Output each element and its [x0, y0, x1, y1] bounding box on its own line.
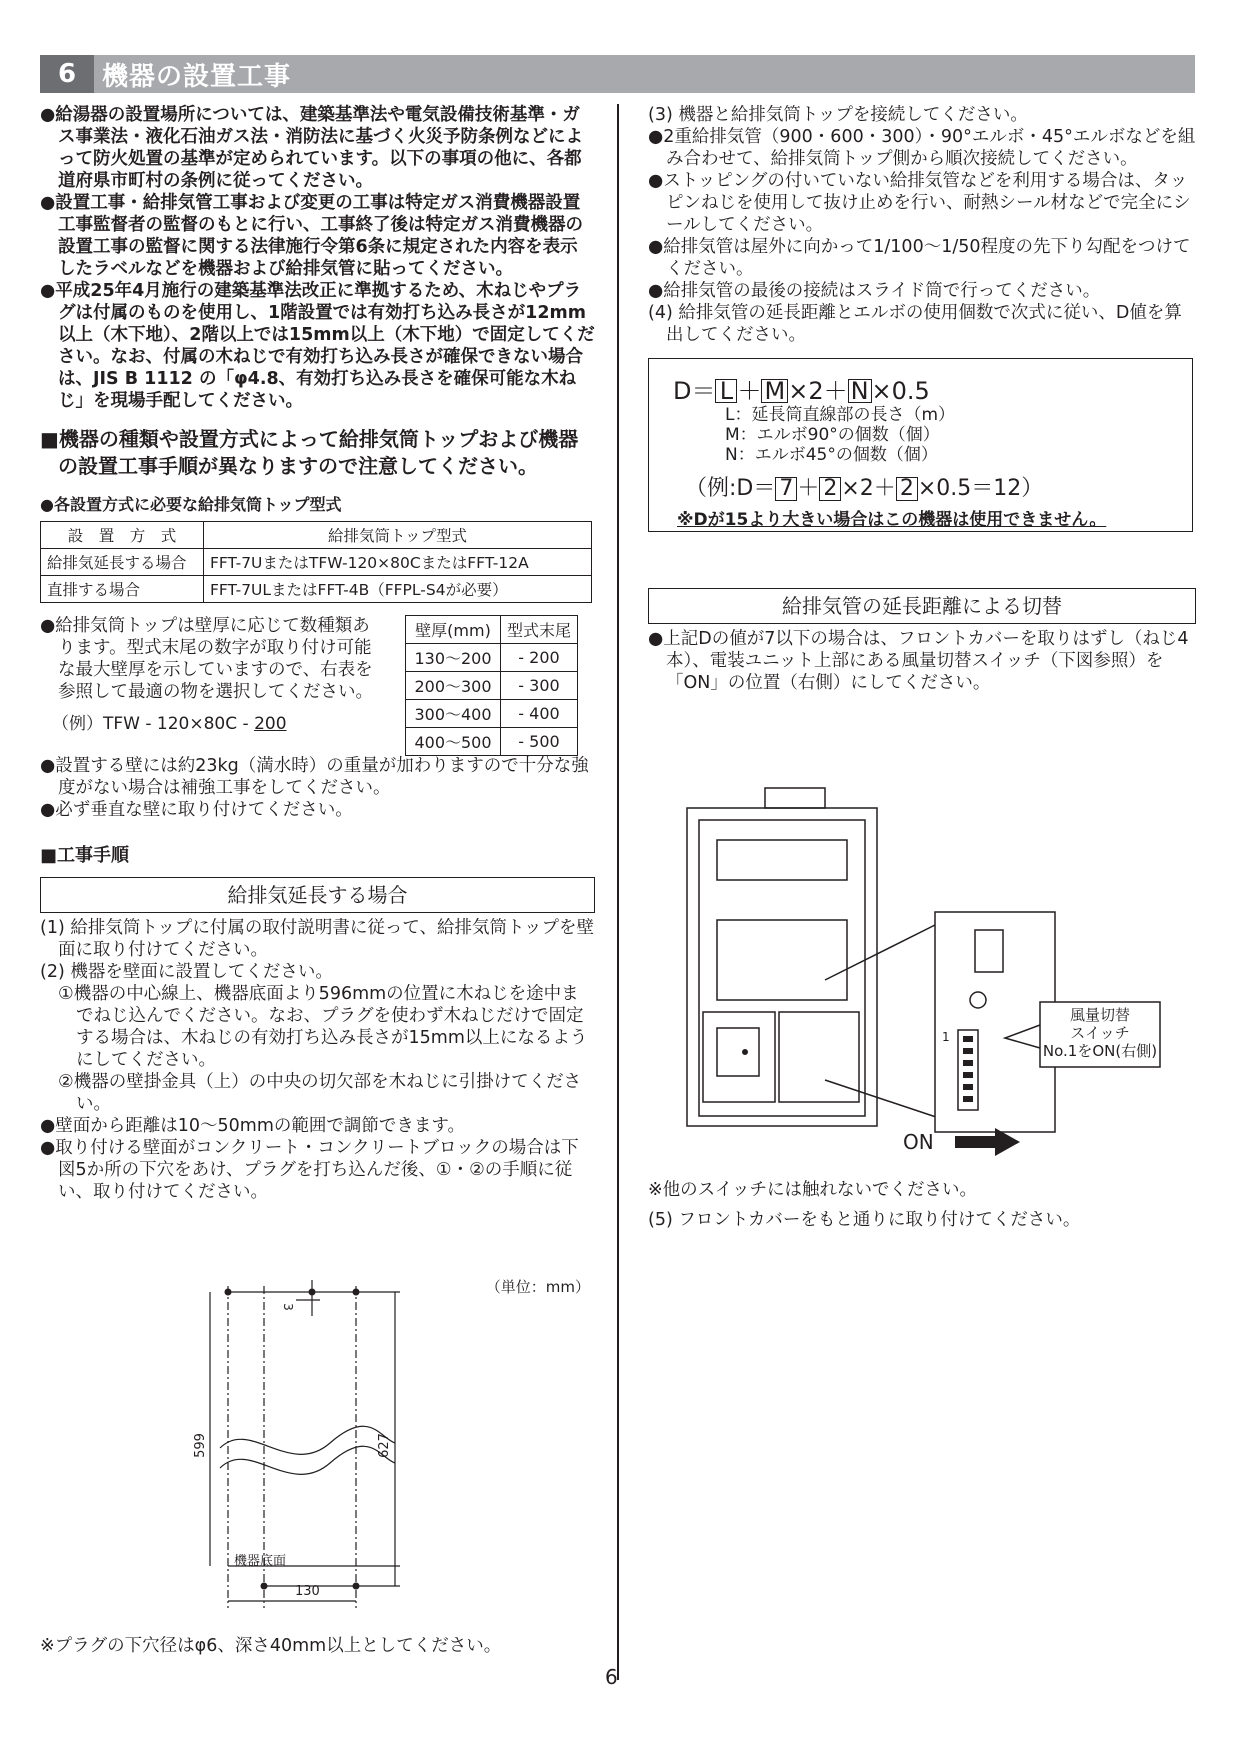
top-types-table	[40, 521, 592, 603]
section-title: 機器の設置工事	[102, 61, 292, 92]
screw-note: ●平成25年4月施行の建築基準法改正に準拠するため、木ねじやプラグは付属のものを使用し、1階設置では有効打ち込み長さが12mm以上（木下地）、2階以上では15mm以上（木下地）で固定してください。なお、付属の木ねじで有効打ち込み長さが確保できない場合は、JIS B 1112 の「φ4.8、有効打ち込み長さを確保可能な木ねじ」を現場手配してください。	[40, 281, 595, 411]
table-cell: - 300	[501, 672, 578, 700]
right-column	[648, 104, 1196, 694]
wall-thickness-section	[40, 615, 595, 755]
formula-text: ＋	[737, 377, 762, 405]
types-caption: ●各設置方式に必要な給排気筒トップ型式	[40, 495, 342, 514]
table-row	[41, 549, 592, 576]
table-cell: 200～300	[406, 672, 501, 700]
table-cell: 130～200	[406, 644, 501, 672]
table-cell: - 400	[501, 700, 578, 728]
def-l: L：延長筒直線部の長さ（m）	[725, 405, 956, 425]
model-example	[40, 709, 385, 734]
formula-text: ×0.5	[871, 377, 930, 405]
install-location-note: ●給湯器の設置場所については、建築基準法や電気設備技術基準・ガス事業法・液化石油ガス法・消防法に基づく火災予防条例などによって防火処置の基準が定められています。以下の事項の他に、各都道府県市町村の条例に従ってください。	[40, 105, 583, 191]
formula-n-box: N	[848, 379, 872, 403]
formula-l-box: L	[715, 379, 737, 403]
table-cell: - 200	[501, 644, 578, 672]
formula-text: （例:D＝	[685, 476, 776, 501]
column-divider	[617, 104, 619, 1680]
type-notice: ■機器の種類や設置方式によって給排気筒トップおよび機器の設置工事手順が異なりますので注意してください。	[40, 427, 579, 478]
table-header: 壁厚(mm)	[406, 616, 501, 644]
example-prefix: （例）TFW - 120×80C -	[52, 714, 255, 734]
unit-label: （単位：mm）	[485, 1278, 590, 1296]
distance-note: ●壁面から距離は10～50mmの範囲で調節できます。	[40, 1116, 465, 1136]
table-header: 型式末尾	[501, 616, 578, 644]
page-number: 6	[605, 1665, 618, 1689]
extension-box-title: 給排気延長する場合	[40, 877, 595, 913]
heater-drawing	[675, 780, 1195, 1160]
weight-note: ●設置する壁には約23kg（満水時）の重量が加わりますので十分な強度がない場合は補強工事をしてください。	[40, 756, 589, 798]
formula-text: D＝	[673, 377, 716, 405]
substep-2: ②機器の壁掛金具（上）の中央の切欠部を木ねじに引掛けてください。	[58, 1072, 582, 1114]
table-row	[406, 644, 578, 672]
callout-line-2: スイッチ	[1070, 1024, 1130, 1042]
step-5: (5) フロントカバーをもと通りに取り付けてください。	[648, 1210, 1081, 1230]
formula-main	[673, 371, 930, 406]
formula-m-box: M	[761, 379, 788, 403]
example-7-box: 7	[775, 477, 797, 501]
callout-line-1: 風量切替	[1069, 1006, 1130, 1024]
formula-text: ×0.5＝12）	[917, 476, 1044, 501]
dim-3: 3	[280, 1303, 295, 1311]
table-row	[41, 522, 592, 549]
pipe-note-3: ●給排気管は屋外に向かって1/100～1/50程度の先下り勾配をつけてください。	[648, 237, 1191, 279]
vertical-wall-note: ●必ず垂直な壁に取り付けてください。	[40, 800, 353, 820]
formula-example	[685, 471, 1043, 502]
left-column	[40, 104, 595, 1203]
section-header	[40, 55, 1195, 93]
formula-text: ×2＋	[841, 476, 896, 501]
other-switch-note: ※他のスイッチには触れないでください。	[648, 1180, 977, 1200]
substep-1: ①機器の中心線上、機器底面より596mmの位置に木ねじを途中までねじ込んでください。なお、プラグを使わず木ねじだけで固定する場合は、木ねじの有効打ち込み長さが15mm以上になるようにしてください。	[58, 984, 588, 1070]
wall-text-block	[40, 615, 385, 734]
wall-thickness-note: ●給排気筒トップは壁厚に応じて数種類あります。型式末尾の数字が取り付け可能な最大壁厚を示していますので、右表を参照して最適の物を選択してください。	[40, 616, 373, 702]
table-header: 給排気筒トップ型式	[204, 522, 592, 549]
def-m: M：エルボ90°の個数（個）	[725, 425, 940, 445]
section-number: 6	[40, 55, 94, 93]
table-cell: 300～400	[406, 700, 501, 728]
step-1: (1) 給排気筒トップに付属の取付説明書に従って、給排気筒トップを壁面に取り付けてください。	[40, 918, 594, 960]
example-2a-box: 2	[819, 477, 841, 501]
formula-text: ＋	[797, 476, 820, 501]
formula-warning: ※Dが15より大きい場合はこの機器は使用できません。	[677, 510, 1107, 530]
table-cell: FFT-7ULまたはFFT-4B（FFPL-S4が必要）	[204, 576, 592, 603]
switch-box-title: 給排気管の延長距離による切替	[648, 588, 1196, 624]
plug-note: ※プラグの下穴径はφ6、深さ40mm以上としてください。	[40, 1636, 502, 1656]
wall-thickness-table	[405, 615, 578, 756]
table-cell: 給排気延長する場合	[41, 549, 204, 576]
heater-switch-diagram	[675, 780, 1195, 1160]
table-row	[406, 616, 578, 644]
table-row	[406, 728, 578, 756]
example-2b-box: 2	[896, 477, 918, 501]
switch-callout	[1042, 1006, 1158, 1060]
pipe-note-2: ●ストッピングの付いていない給排気管などを利用する場合は、タッピンねじを使用して抜け止めを行い、耐熱シール材などで完全にシールしてください。	[648, 171, 1191, 235]
formula-definitions	[725, 405, 955, 465]
d-value-formula-box	[648, 358, 1193, 532]
bottom-label: 機器底面	[234, 1554, 287, 1569]
switch-instruction: ●上記Dの値が7以下の場合は、フロントカバーを取りはずし（ねじ4本）、電装ユニット上部にある風量切替スイッチ（下図参照）を「ON」の位置（右側）にしてください。	[648, 629, 1189, 693]
example-suffix: 200	[254, 714, 287, 734]
step-3: (3) 機器と給排気筒トップを接続してください。	[648, 105, 1028, 125]
table-cell: 400～500	[406, 728, 501, 756]
table-row	[406, 700, 578, 728]
hole-position-diagram	[180, 1268, 600, 1623]
dim-599: 599	[192, 1433, 208, 1458]
dim-627: 627	[376, 1433, 392, 1458]
procedure-heading: ■工事手順	[40, 845, 130, 866]
table-cell: 直排する場合	[41, 576, 204, 603]
switch-number: 1	[942, 1030, 950, 1044]
table-cell: - 500	[501, 728, 578, 756]
pipe-note-4: ●給排気管の最後の接続はスライド筒で行ってください。	[648, 281, 1101, 301]
supervision-note: ●設置工事・給排気管工事および変更の工事は特定ガス消費機器設置工事監督者の監督のもとに行い、工事終了後は特定ガス消費機器の設置工事の監督に関する法律施行令第6条に規定された内容を表示したラベルなどを機器および給排気管に貼ってください。	[40, 193, 583, 279]
step-2: (2) 機器を壁面に設置してください。	[40, 962, 333, 982]
table-row	[406, 672, 578, 700]
table-row	[41, 576, 592, 603]
callout-line-3: No.1をON(右側)	[1042, 1042, 1158, 1060]
formula-text: ×2＋	[788, 377, 848, 405]
dim-130: 130	[295, 1584, 320, 1599]
pipe-note-1: ●2重給排気管（900・600・300）・90°エルボ・45°エルボなどを組み合わせて、給排気筒トップ側から順次接続してください。	[648, 127, 1196, 169]
table-header: 設 置 方 式	[41, 522, 204, 549]
on-label: ON	[903, 1130, 934, 1154]
table-cell: FFT-7UまたはTFW-120×80CまたはFFT-12A	[204, 549, 592, 576]
step-4: (4) 給排気管の延長距離とエルボの使用個数で次式に従い、D値を算出してください。	[648, 303, 1182, 345]
def-n: N：エルボ45°の個数（個）	[725, 445, 938, 465]
concrete-note: ●取り付ける壁面がコンクリート・コンクリートブロックの場合は下図5か所の下穴をあけ、プラグを打ち込んだ後、①・②の手順に従い、取り付けてください。	[40, 1138, 579, 1202]
